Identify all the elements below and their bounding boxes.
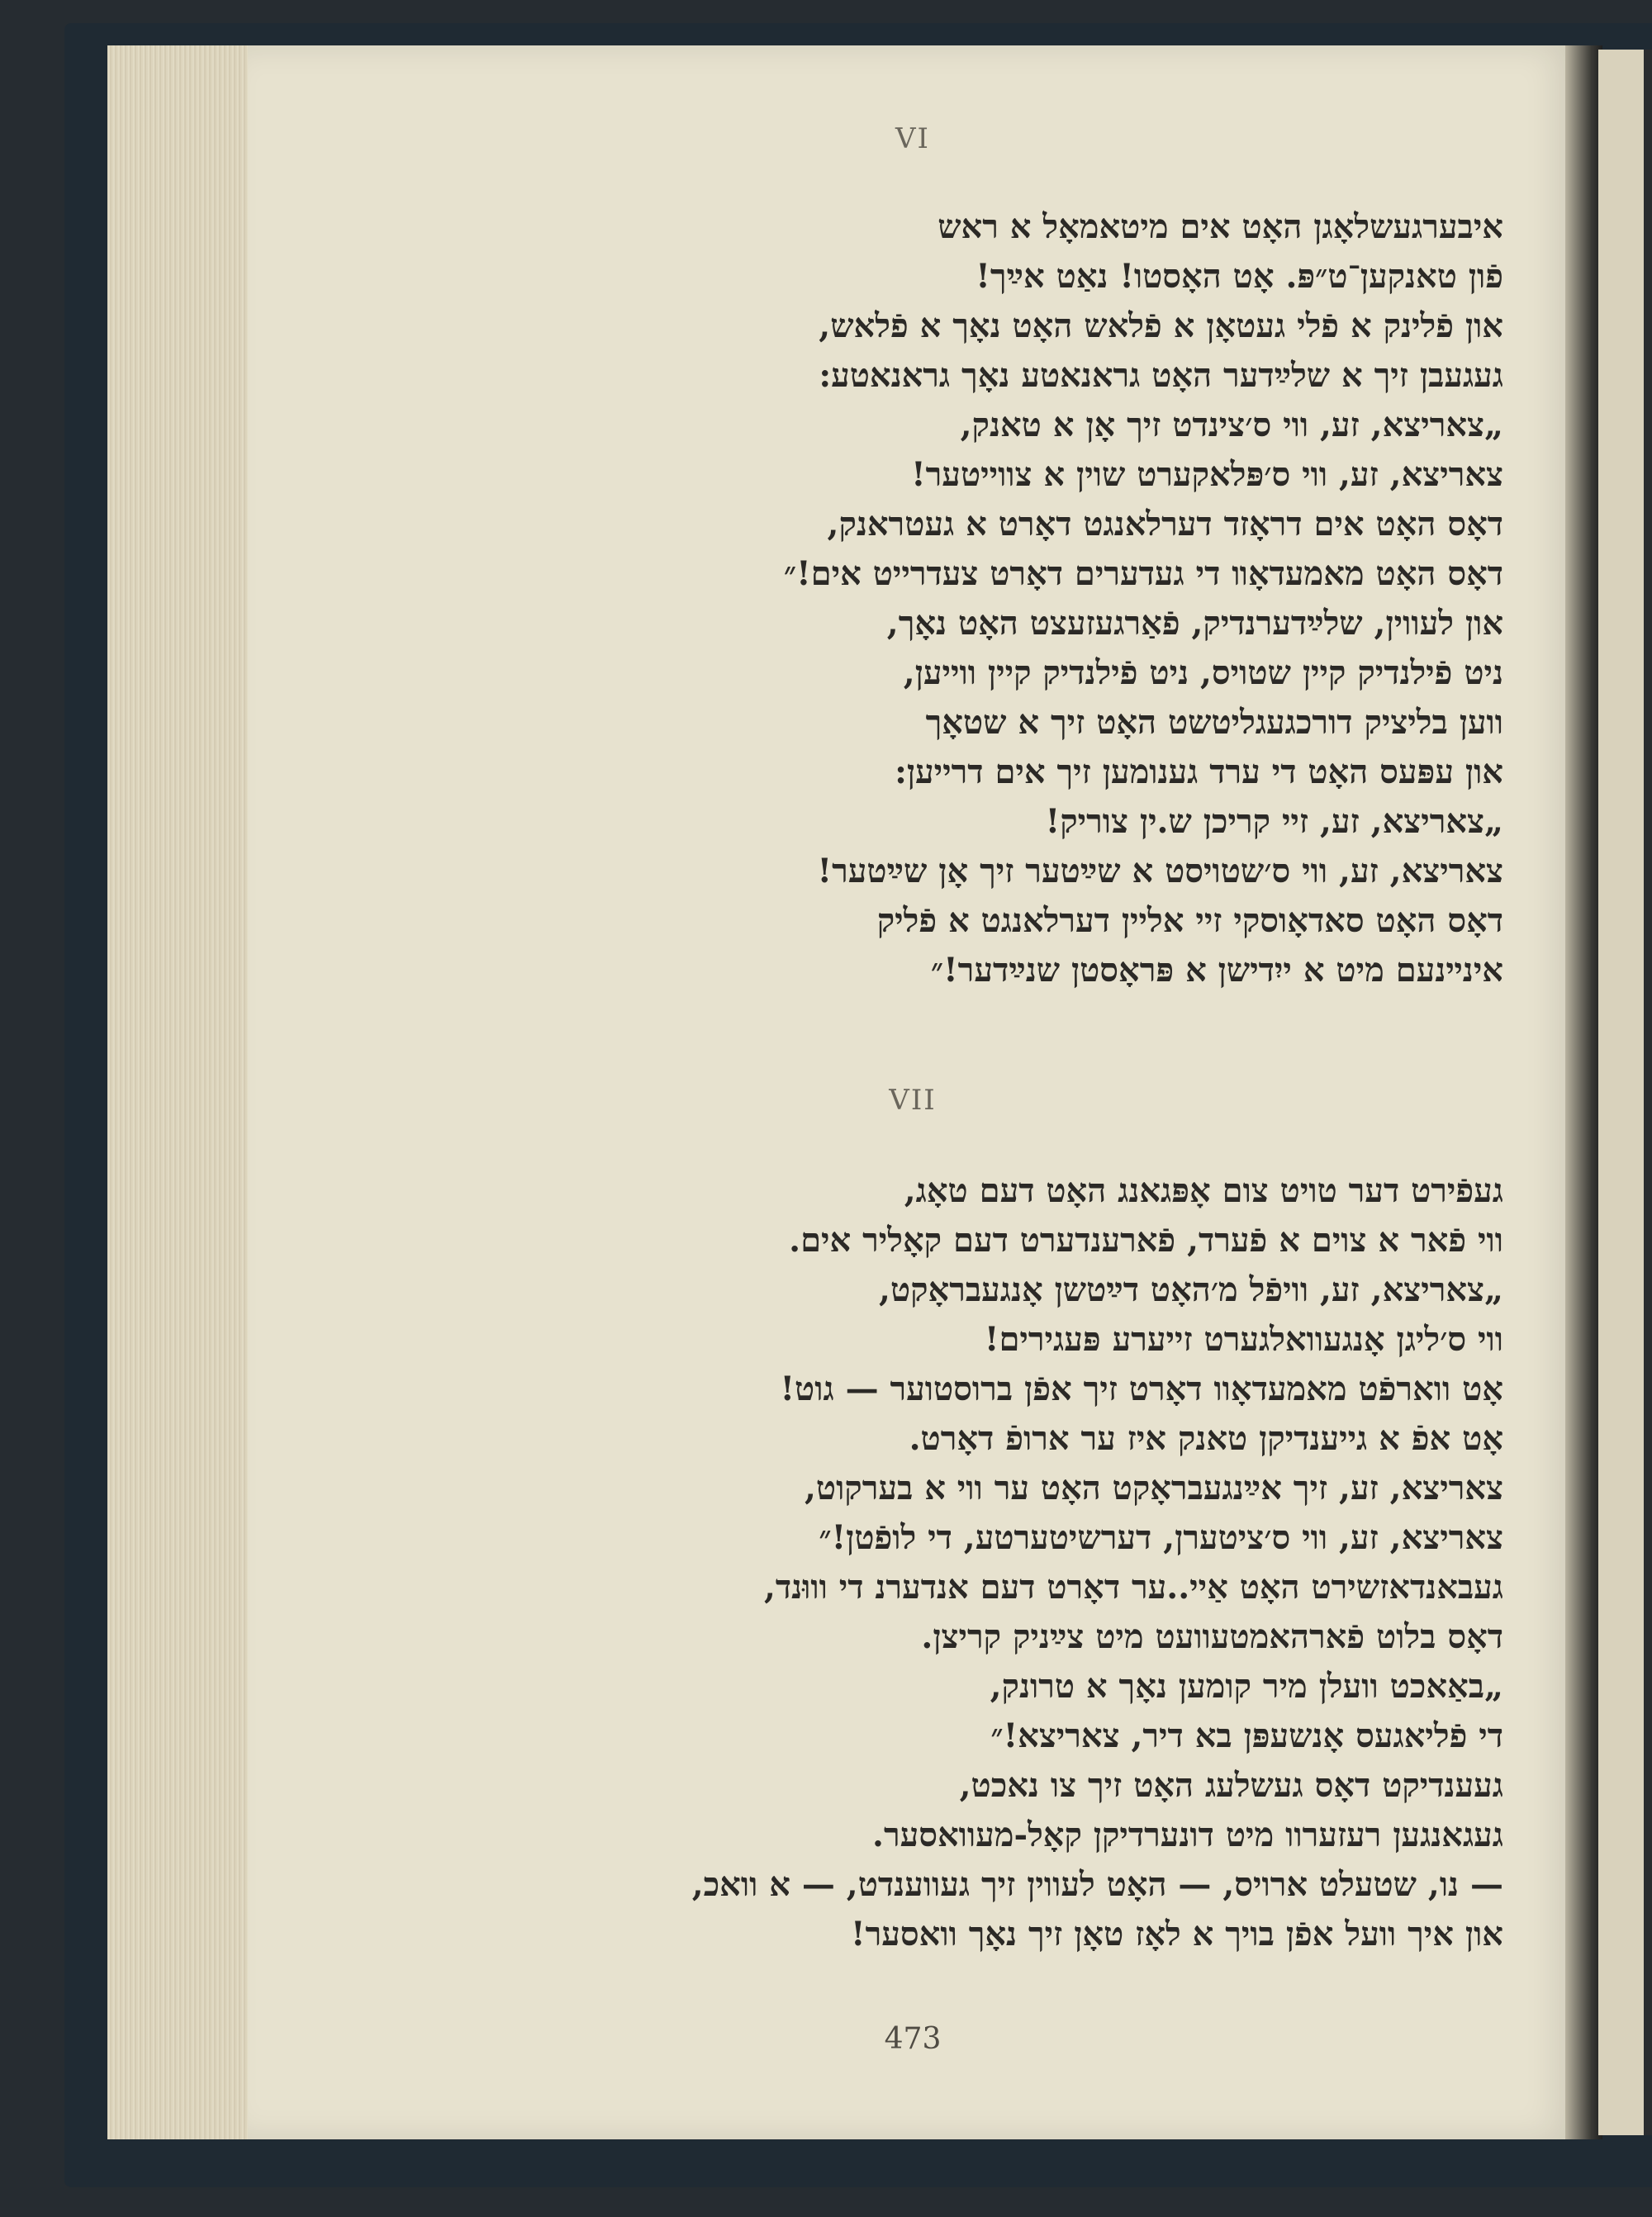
page-number: 473 — [884, 2022, 942, 2056]
poem-line: געפֿירט דער טויט צום אָפּגאנג האָט דעם טאָג, — [904, 1171, 1503, 1210]
poem-line: אָט אפֿ א גייענדיקן טאנק איז ער ארופֿ דאָרט. — [909, 1419, 1503, 1458]
poem-line: און עפּעס האָט די ערד גענומען זיך אים דרייען: — [895, 752, 1503, 791]
poem-line: צאריצא, זע, זיך אײַנגעבראָקט האָט ער ווי א בערקוט, — [804, 1469, 1503, 1507]
poem-line: צאריצא, זע, ווי ס׳פּלאקערט שוין א צווייטער! — [911, 455, 1503, 494]
poem-line: צאריצא, זע, ווי ס׳ציטערן, דערשיטערטע, די לופֿטן!״ — [819, 1518, 1503, 1557]
poem-line: „צאריצא, זע, ווי ס׳צינדט זיך אָן א טאנק, — [960, 406, 1503, 444]
poem-line: „צאריצא, זע, זיי קריכן ש.ין צוריק! — [1045, 802, 1503, 841]
poem-line: איבערגעשלאָגן האָט אים מיטאמאָל א ראש — [938, 207, 1503, 246]
poem-line: אינײנעם מיט א ייִדישן א פּראָסטן שנײַדער!״ — [930, 951, 1503, 990]
poem-line: ווי פֿאר א צוים א פֿערד, פֿארענדערט דעם קאָליר אים. — [789, 1221, 1503, 1260]
poem-line: דאָס האָט סאדאָוסקי זיי אליין דערלאנגט א פֿליק — [876, 901, 1503, 940]
poem-line: געגעבן זיך א שלײַדער האָט גראנאטע נאָך גראנאטע: — [819, 356, 1503, 395]
poem-line: און איך וועל אפֿן בויך א לאָז טאָן זיך נאָך וואסער! — [851, 1915, 1503, 1954]
poem-line: ווען בליציק דורכגעגליטשט האָט זיך א שטאָך — [925, 703, 1503, 742]
poem-line: געבאנדאזשירט האָט אַיי..ער דאָרט דעם אנדערנ די וווּנד, — [763, 1568, 1503, 1607]
poem-line: און לעווין, שלײַדערנדיק, פֿאַרגעזעצט האָט נאָך, — [886, 604, 1503, 643]
poem-line: — נו, שטעלט ארויס, — האָט לעווין זיך געווענדט, — א וואכ, — [691, 1865, 1503, 1904]
poem-line: די פֿליאגעס אָנשעפּן בא דיר, צאריצא!״ — [990, 1716, 1503, 1755]
poem-line: „באַאכט וועלן מיר קומען נאָך א טרונק, — [990, 1667, 1503, 1706]
poem-line: אָט ווארפֿט מאמעדאָוו דאָרט זיך אפֿן ברוסטוער — גוט! — [780, 1370, 1503, 1408]
poem-stanza-vi — [351, 202, 1503, 995]
poem-line: ווי ס׳ליגן אָנגעוואלגערט זייערע פּעגירים! — [984, 1320, 1503, 1359]
poem-line: צאריצא, זע, ווי ס׳שטויסט א שײַטער זיך אָן שײַטער! — [817, 852, 1503, 890]
section-heading-vi: VI — [895, 122, 930, 155]
poem-line: פֿון טאנקען־ט״פּ. אָט האָסטו! נאַט אײַך! — [976, 257, 1503, 296]
poem-line: געענדיקט דאָס געשלעג האָט זיך צו נאכט, — [959, 1766, 1503, 1805]
section-heading-vii: VII — [889, 1084, 937, 1117]
poem-stanza-vii — [351, 1166, 1503, 1959]
poem-line: „צאריצא, זע, וויפֿל מ׳האָט דײַטשן אָנגעבראָקט, — [879, 1270, 1503, 1309]
poem-line: דאָס האָט אים דראָזד דערלאנגט דאָרט א געטראנק, — [827, 505, 1503, 544]
facing-page-shadow — [1644, 50, 1652, 2135]
poem-line: דאָס האָט מאמעדאָװ די געדערים דאָרט צעדרייט אים!״ — [783, 554, 1503, 593]
page-edges — [107, 45, 252, 2139]
poem-line: און פֿלינק א פֿלי געטאָן א פֿלאש האָט נאָך א פֿלאש, — [819, 306, 1503, 345]
poem-line: געגאנגען רעזערוו מיט דונערדיקן קאָל-מעוואסער. — [872, 1816, 1503, 1854]
poem-line: דאָס בלוט פֿארהאמטעוועט מיט צײַניק קריצן. — [921, 1617, 1503, 1656]
poem-line: ניט פֿילנדיק קיין שטויס, ניט פֿילנדיק קיין ווייען, — [903, 653, 1503, 692]
